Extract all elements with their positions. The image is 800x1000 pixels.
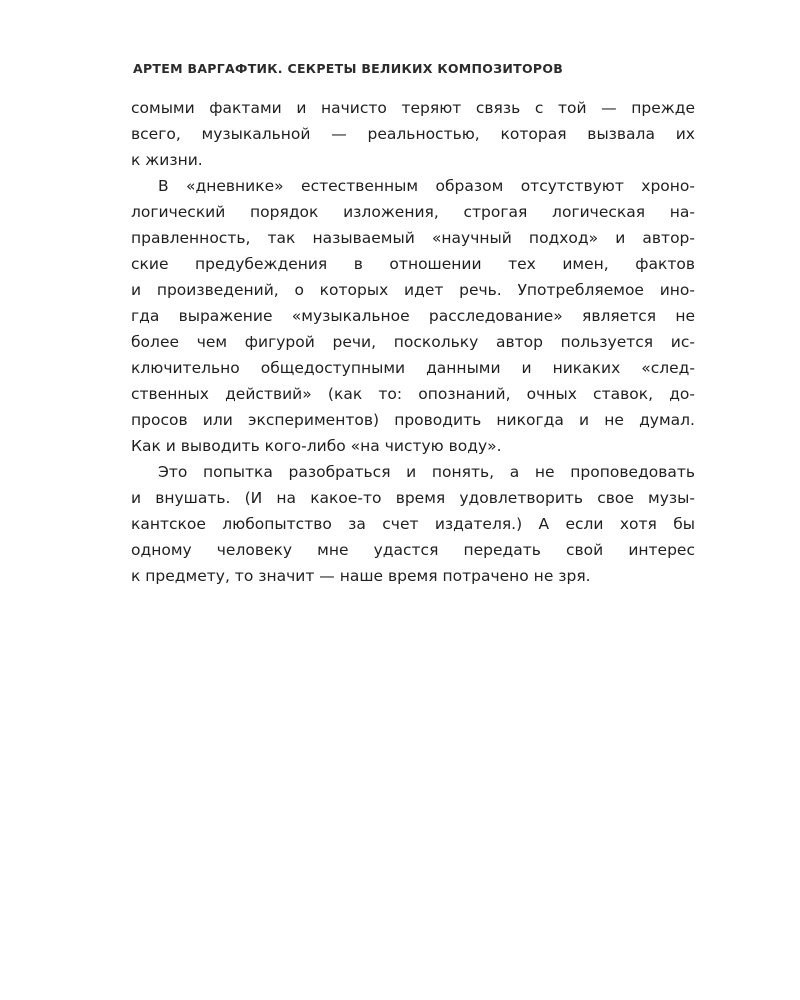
running-head: АРТЕМ ВАРГАФТИК. СЕКРЕТЫ ВЕЛИКИХ КОМПОЗИТОРОВ (133, 61, 564, 76)
text-line: ские предубеждения в отношении тех имен, фактов (131, 255, 695, 273)
text-line: просов или экспериментов) проводить никогда и не думал. (131, 411, 695, 429)
paragraph-1 (131, 95, 695, 173)
paragraph-2 (131, 173, 695, 459)
text-line: ключительно общедоступными данными и никаких «след- (131, 359, 695, 377)
text-line: Как и выводить кого-либо «на чистую воду». (131, 437, 502, 455)
text-line: сомыми фактами и начисто теряют связь с той — прежде (131, 99, 695, 117)
text-line: гда выражение «музыкальное расследование» является не (131, 307, 695, 325)
paragraph-3 (131, 459, 695, 589)
text-line: одному человеку мне удастся передать свой интерес (131, 541, 695, 559)
text-line: правленность, так называемый «научный подход» и автор- (131, 229, 695, 247)
text-line: и внушать. (И на какое-то время удовлетворить свое музы- (131, 489, 695, 507)
text-line: и произведений, о которых идет речь. Употребляемое ино- (131, 281, 695, 299)
text-line: логический порядок изложения, строгая логическая на- (131, 203, 695, 221)
text-line: кантское любопытство за счет издателя.) А если хотя бы (131, 515, 695, 533)
text-line: к предмету, то значит — наше время потрачено не зря. (131, 567, 591, 585)
body-text (131, 95, 695, 589)
text-line: В «дневнике» естественным образом отсутствуют хроно- (158, 177, 695, 195)
text-line: Это попытка разобраться и понять, а не проповедовать (158, 463, 695, 481)
text-line: более чем фигурой речи, поскольку автор пользуется ис- (131, 333, 695, 351)
text-line: к жизни. (131, 151, 203, 169)
text-line: ственных действий» (как то: опознаний, очных ставок, до- (131, 385, 695, 403)
text-line: всего, музыкальной — реальностью, которая вызвала их (131, 125, 695, 143)
